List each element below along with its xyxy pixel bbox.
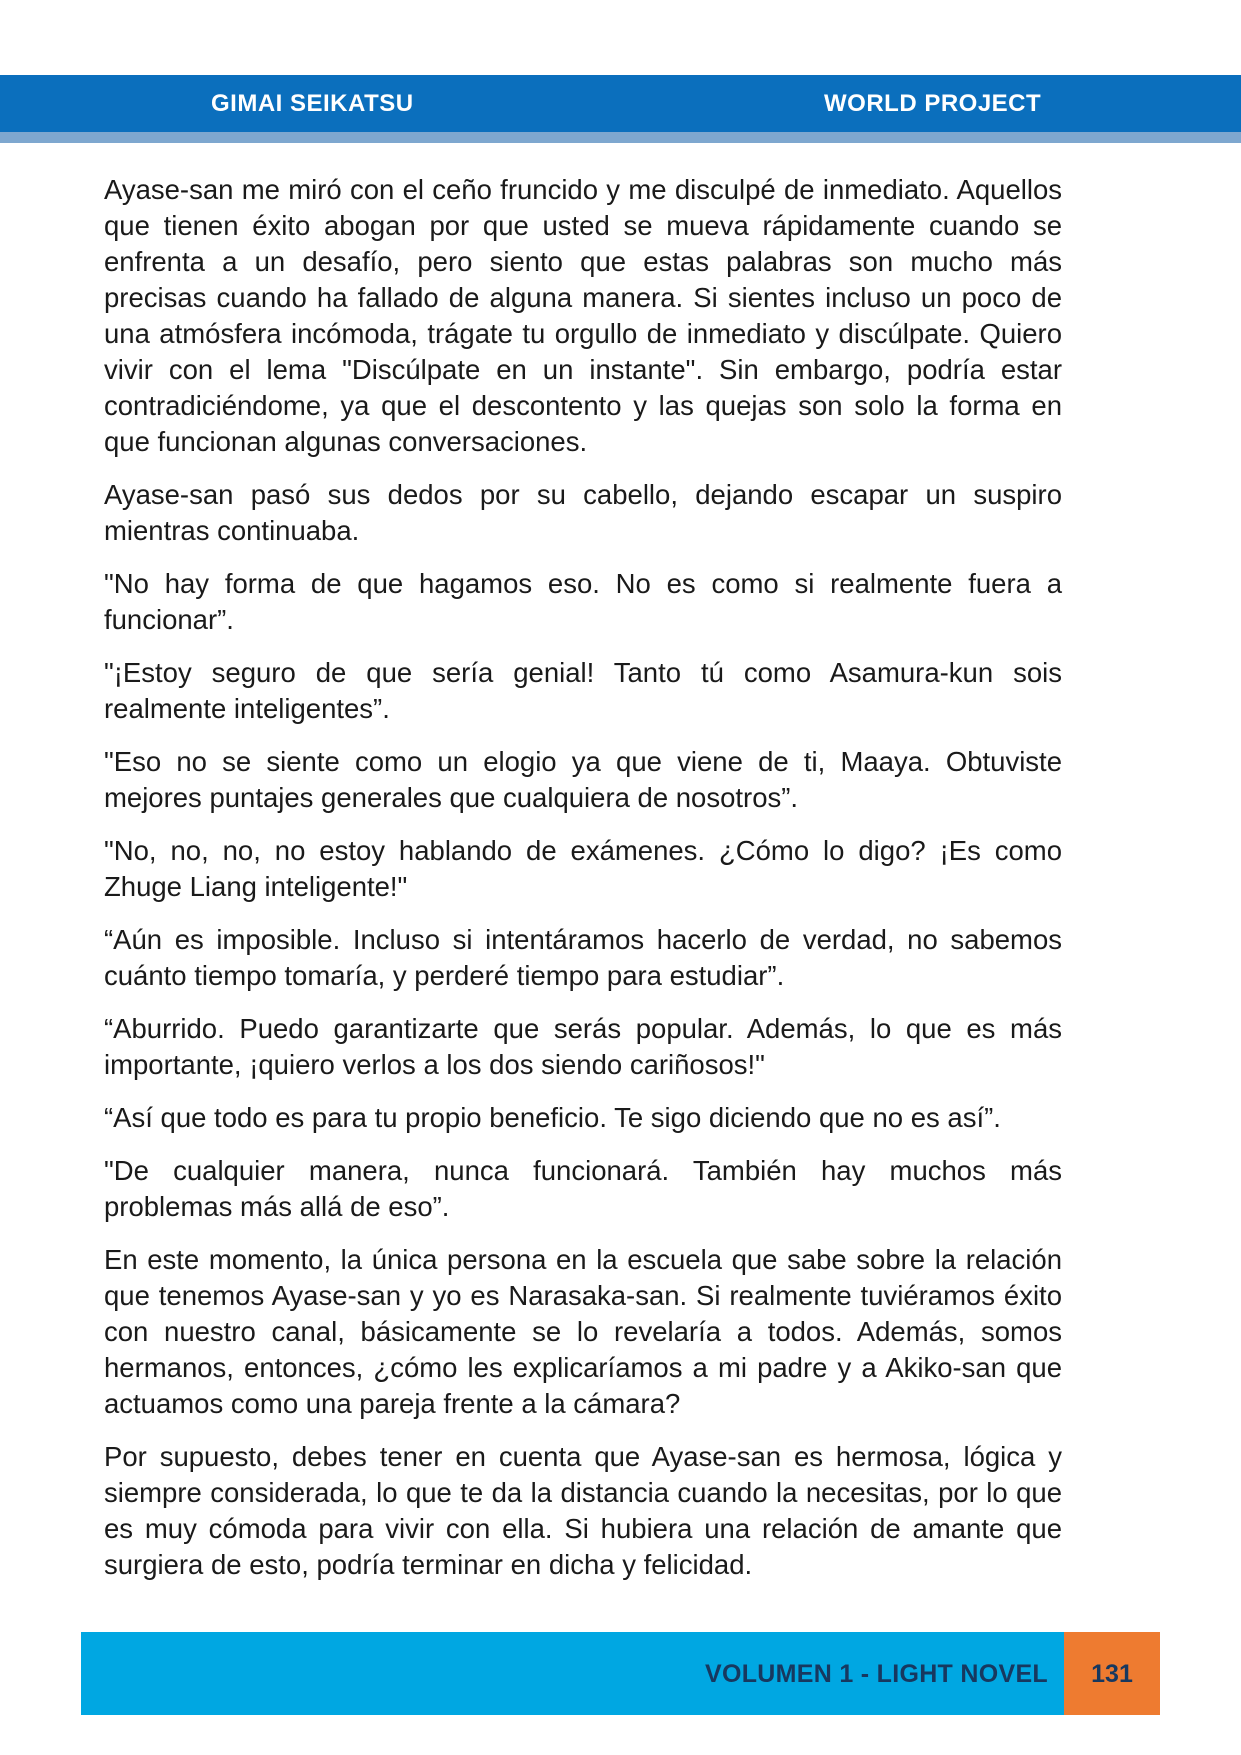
paragraph: Por supuesto, debes tener en cuenta que Ayase-san es hermosa, lógica y siempre considerada, lo que te da la distancia cuando la necesitas, por lo que es muy cómoda para vivir con ella. Si hubiera una relación de amante que surgiera de esto, podría terminar en dicha y felicidad.	[104, 1441, 1062, 1580]
footer-bar	[81, 1632, 1064, 1715]
page-number-box	[1064, 1632, 1160, 1715]
paragraph: "De cualquier manera, nunca funcionará. También hay muchos más problemas más allá de eso”.	[104, 1155, 1062, 1222]
header-series-title: GIMAI SEIKATSU	[211, 90, 414, 117]
header-group-title: WORLD PROJECT	[824, 90, 1042, 117]
page-number: 131	[1091, 1660, 1133, 1688]
header-bar	[0, 75, 1241, 132]
paragraph: "No hay forma de que hagamos eso. No es como si realmente fuera a funcionar”.	[104, 568, 1062, 635]
paragraph: "Eso no se siente como un elogio ya que viene de ti, Maaya. Obtuviste mejores puntajes generales que cualquiera de nosotros”.	[104, 746, 1062, 813]
paragraph: Ayase-san me miró con el ceño fruncido y me disculpé de inmediato. Aquellos que tienen éxito abogan por que usted se mueva rápidamente cuando se enfrenta a un desafío, pero siento que estas palabras son mucho más precisas cuando ha fallado de alguna manera. Si sientes incluso un poco de una atmósfera incómoda, trágate tu orgullo de inmediato y discúlpate. Quiero vivir con el lema "Discúlpate en un instante". Sin embargo, podría estar contradiciéndome, ya que el descontento y las quejas son solo la forma en que funcionan algunas conversaciones.	[104, 174, 1062, 457]
paragraph: Ayase-san pasó sus dedos por su cabello, dejando escapar un suspiro mientras continuaba.	[104, 479, 1062, 546]
paragraph: "No, no, no, no estoy hablando de exámenes. ¿Cómo lo digo? ¡Es como Zhuge Liang inteligente!"	[104, 835, 1062, 902]
paragraph: “Aburrido. Puedo garantizarte que serás popular. Además, lo que es más importante, ¡quiero verlos a los dos siendo cariñosos!"	[104, 1013, 1062, 1080]
footer-volume-label: VOLUMEN 1 - LIGHT NOVEL	[704, 1660, 1048, 1688]
paragraph: En este momento, la única persona en la escuela que sabe sobre la relación que tenemos Ayase-san y yo es Narasaka-san. Si realmente tuviéramos éxito con nuestro canal, básicamente se lo revelaría a todos. Además, somos hermanos, entonces, ¿cómo les explicaríamos a mi padre y a Akiko-san que actuamos como una pareja frente a la cámara?	[104, 1244, 1062, 1419]
paragraph: "¡Estoy seguro de que sería genial! Tanto tú como Asamura-kun sois realmente inteligentes”.	[104, 657, 1062, 724]
paragraph: “Así que todo es para tu propio beneficio. Te sigo diciendo que no es así”.	[104, 1102, 1001, 1133]
header-shadow-strip	[0, 132, 1241, 143]
paragraph: “Aún es imposible. Incluso si intentáramos hacerlo de verdad, no sabemos cuánto tiempo tomaría, y perderé tiempo para estudiar”.	[104, 924, 1062, 991]
page-body	[104, 172, 1062, 1600]
